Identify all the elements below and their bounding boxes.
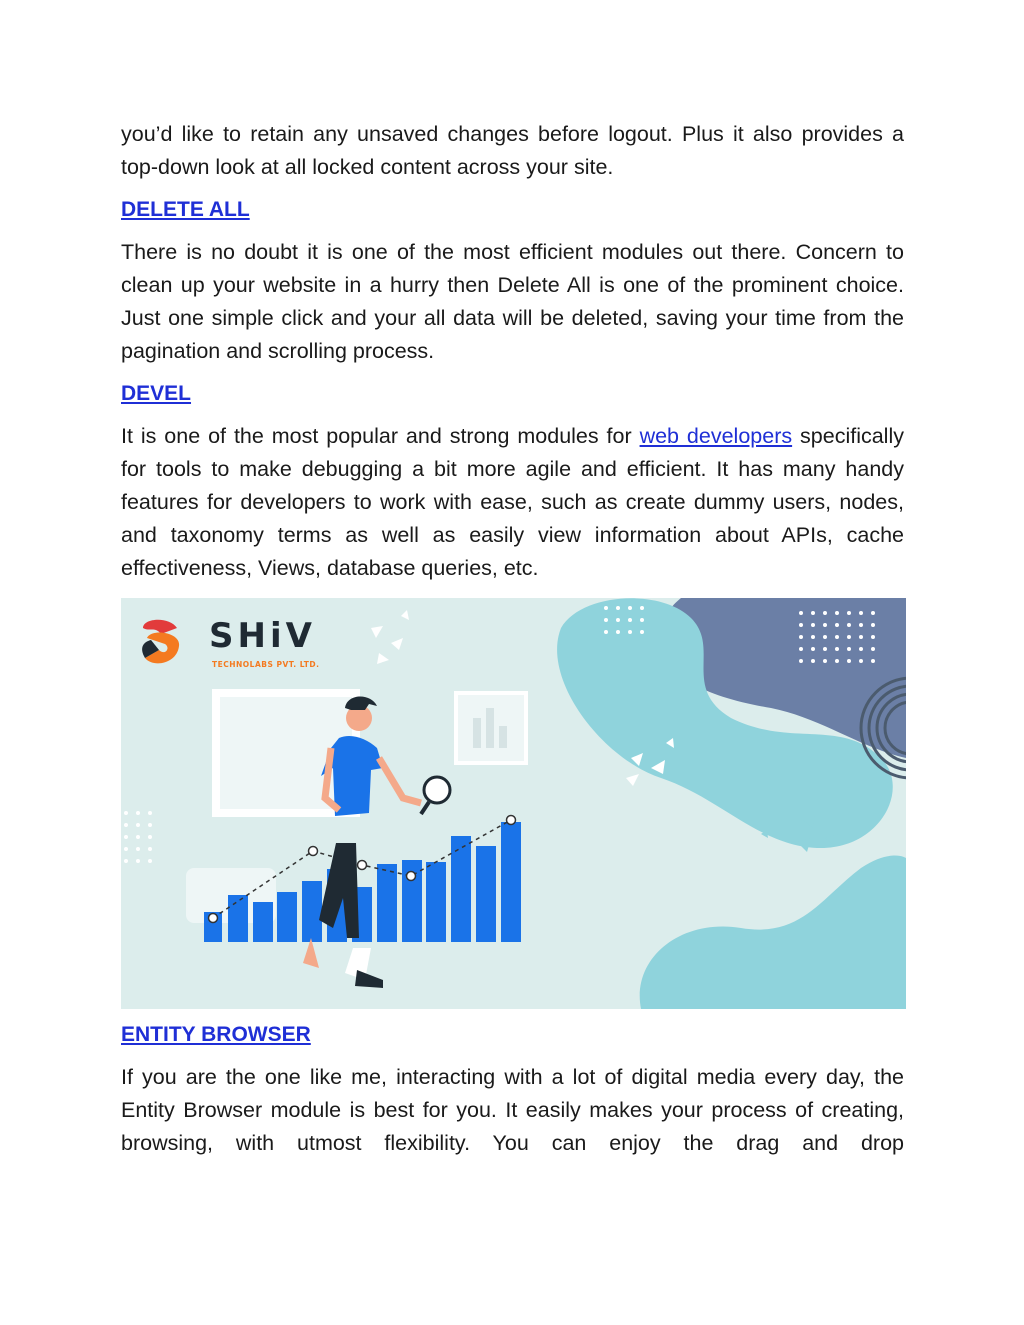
devel-text-end: specifically for tools to make debugging a bit more agile and efficient. It has many handy features for developers to work with ease, such as create dummy users, nodes, and taxonomy terms as well as easily view information about APIs, cache effectiveness, Views, database queries, etc. — [121, 424, 904, 580]
heading-delete-all — [121, 196, 904, 224]
link-devel[interactable]: DEVEL — [121, 382, 192, 405]
shiv-technolabs-illustration — [121, 598, 906, 1009]
document-page — [121, 118, 904, 1160]
logo-tagline: TECHNOLABS PVT. LTD. — [212, 660, 320, 669]
link-delete-all[interactable]: DELETE ALL — [121, 198, 250, 221]
paragraph-entity-browser: If you are the one like me, interacting with a lot of digital media every day, the Entity Browser module is best for you. It easily makes your process of creating, browsing, with utmost flexibility. You can enjoy the drag and drop — [121, 1065, 904, 1155]
magnifying-glass-icon — [424, 777, 450, 803]
paragraph-devel — [121, 420, 904, 585]
shiv-logo — [142, 620, 179, 664]
link-web-developers[interactable]: web developers — [639, 424, 793, 448]
heading-devel — [121, 380, 904, 408]
paragraph-delete-all: There is no doubt it is one of the most efficient modules out there. Concern to clean up your website in a hurry then Delete All is one of the prominent choice. Just one simple click and your all data will be deleted, saving your time from the pagination and scrolling process. — [121, 240, 904, 363]
devel-text-start: It is one of the most popular and strong modules for — [121, 424, 640, 448]
logo-wordmark: SHiV — [209, 616, 316, 656]
paragraph-intro: you’d like to retain any unsaved changes before logout. Plus it also provides a top-down look at all locked content across your site. — [121, 122, 904, 179]
heading-entity-browser — [121, 1021, 904, 1049]
link-entity-browser[interactable]: ENTITY BROWSER — [121, 1023, 311, 1046]
